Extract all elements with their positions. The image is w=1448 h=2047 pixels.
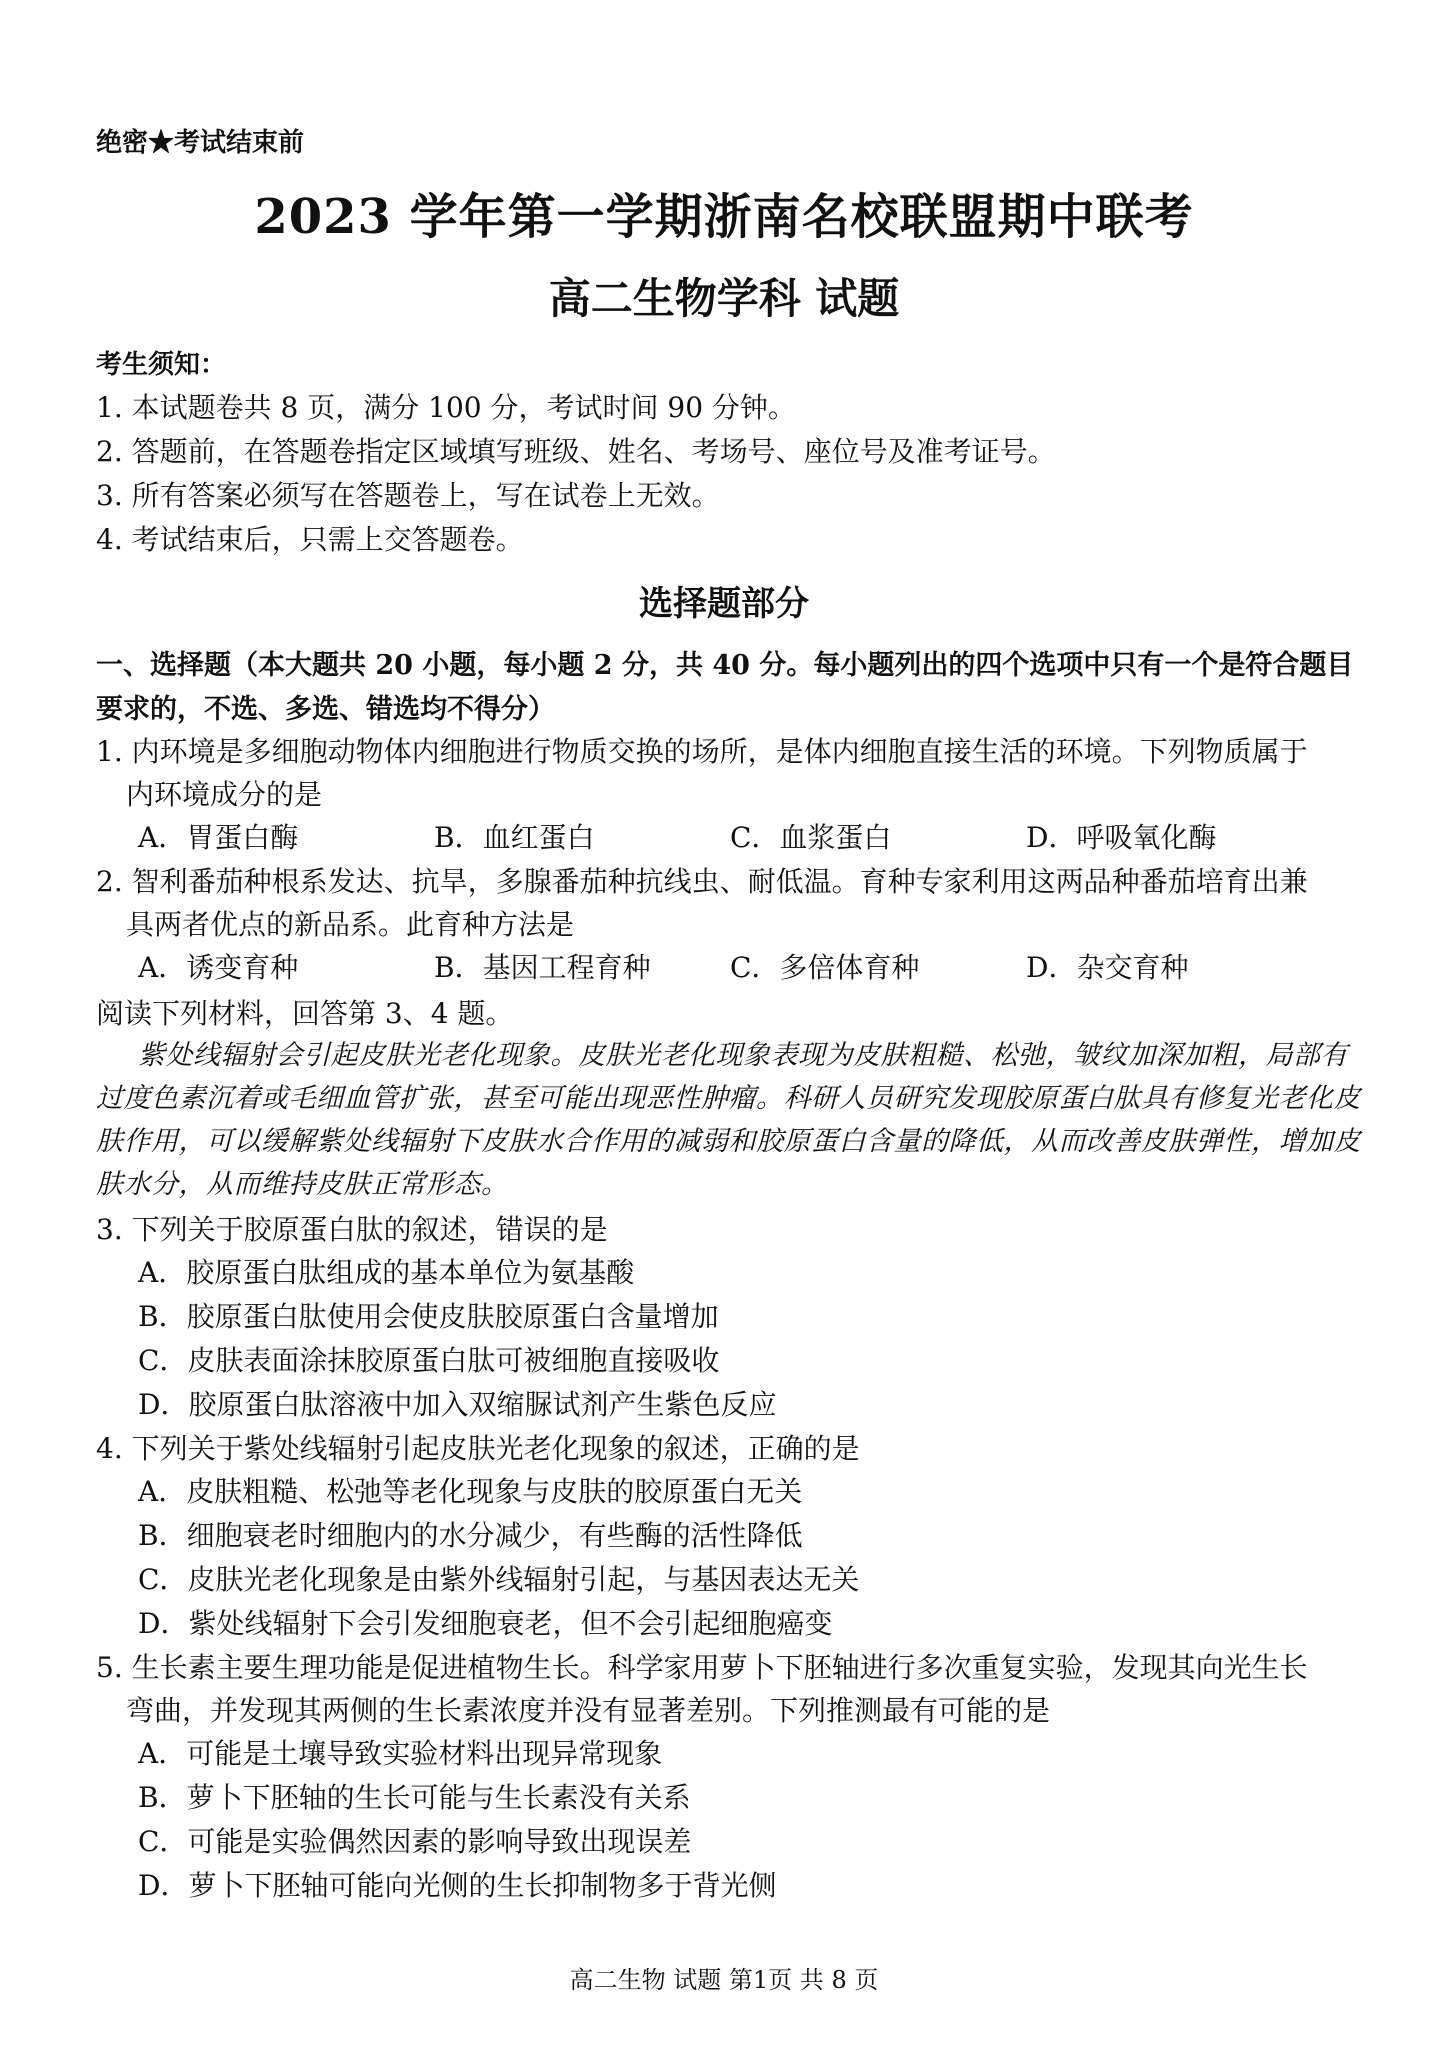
- question-2: [96, 860, 1366, 990]
- question-stem-line: 1. 内环境是多细胞动物体内细胞进行物质交换的场所，是体内细胞直接生活的环境。下列物质属于: [96, 735, 1308, 768]
- reading-passage: 紫处线辐射会引起皮肤光老化现象。皮肤光老化现象表现为皮肤粗糙、松弛，皱纹加深加粗，局部有过度色素沉着或毛细血管扩张，甚至可能出现恶性肿瘤。科研人员研究发现胶原蛋白肽具有修复光老化皮肤作用，可以缓解紫处线辐射下皮肤水合作用的减弱和胶原蛋白含量的降低，从而改善皮肤弹性，增加皮肤水分，从而维持皮肤正常形态。: [96, 1040, 1361, 1200]
- option-b: B．基因工程育种: [434, 951, 651, 984]
- option-b: B．胶原蛋白肽使用会使皮肤胶原蛋白含量增加: [138, 1300, 719, 1333]
- exam-subtitle: 高二生物学科 试题: [548, 274, 900, 323]
- options-list: [96, 1251, 1366, 1427]
- option-c: C．多倍体育种: [730, 951, 920, 984]
- option-d: D．胶原蛋白肽溶液中加入双缩脲试剂产生紫色反应: [138, 1388, 777, 1421]
- option-c: C．血浆蛋白: [730, 821, 892, 854]
- question-stem-line: 弯曲，并发现其两侧的生长素浓度并没有显著差别。下列推测最有可能的是: [126, 1694, 1051, 1727]
- options-row: [96, 946, 1366, 990]
- question-4: [96, 1427, 1366, 1646]
- question-stem: [96, 1646, 1366, 1732]
- notice-item: 2. 答题前，在答题卷指定区域填写班级、姓名、考场号、座位号及准考证号。: [96, 435, 1056, 468]
- exam-title: 2023 学年第一学期浙南名校联盟期中联考: [254, 189, 1194, 245]
- option-a: A．皮肤粗糙、松弛等老化现象与皮肤的胶原蛋白无关: [138, 1475, 803, 1508]
- question-stem: [96, 730, 1366, 816]
- page-footer: 高二生物 试题 第1页 共 8 页: [569, 1966, 879, 1994]
- options-list: [96, 1732, 1366, 1908]
- notice-item: 3. 所有答案必须写在答题卷上，写在试卷上无效。: [96, 479, 720, 512]
- question-stem-line: 内环境成分的是: [126, 778, 323, 811]
- option-a: A．诱变育种: [138, 951, 299, 984]
- notice-title: 考生须知：: [96, 350, 227, 380]
- section-instruction: 一、选择题（本大题共 20 小题，每小题 2 分，共 40 分。每小题列出的四个选项中只有一个是符合题目要求的，不选、多选、错选均不得分）: [96, 650, 1354, 725]
- question-1: [96, 730, 1366, 860]
- option-d: D．紫处线辐射下会引发细胞衰老，但不会引起细胞癌变: [138, 1607, 833, 1640]
- question-5: [96, 1646, 1366, 1908]
- question-stem: [96, 860, 1366, 946]
- option-c: C．皮肤表面涂抹胶原蛋白肽可被细胞直接吸收: [138, 1344, 720, 1377]
- options-row: [96, 816, 1366, 860]
- question-stem-line: 具两者优点的新品系。此育种方法是: [126, 908, 575, 941]
- option-a: A．胶原蛋白肽组成的基本单位为氨基酸: [138, 1256, 635, 1289]
- option-c: C．可能是实验偶然因素的影响导致出现误差: [138, 1825, 692, 1858]
- section-title: 选择题部分: [639, 584, 809, 624]
- question-3: [96, 1208, 1366, 1427]
- option-c: C．皮肤光老化现象是由紫外线辐射引起，与基因表达无关: [138, 1563, 860, 1596]
- option-b: B．血红蛋白: [434, 821, 595, 854]
- confidential-label: 绝密★考试结束前: [96, 128, 305, 158]
- option-b: B．萝卜下胚轴的生长可能与生长素没有关系: [138, 1781, 691, 1814]
- question-stem-line: 5. 生长素主要生理功能是促进植物生长。科学家用萝卜下胚轴进行多次重复实验，发现其向光生长: [96, 1651, 1308, 1684]
- option-d: D．萝卜下胚轴可能向光侧的生长抑制物多于背光侧: [138, 1869, 777, 1902]
- options-list: [96, 1470, 1366, 1646]
- reading-intro: 阅读下列材料，回答第 3、4 题。: [96, 997, 514, 1030]
- question-stem-line: 2. 智利番茄种根系发达、抗旱，多腺番茄种抗线虫、耐低温。育种专家利用这两品种番茄培育出兼: [96, 865, 1308, 898]
- option-a: A．胃蛋白酶: [138, 821, 299, 854]
- notice-item: 4. 考试结束后，只需上交答题卷。: [96, 523, 524, 556]
- question-stem: 3. 下列关于胶原蛋白肽的叙述，错误的是: [96, 1213, 608, 1246]
- option-a: A．可能是土壤导致实验材料出现异常现象: [138, 1737, 663, 1770]
- notice-item: 1. 本试题卷共 8 页，满分 100 分，考试时间 90 分钟。: [96, 391, 796, 424]
- option-d: D．杂交育种: [1026, 951, 1189, 984]
- notice-list: [96, 386, 1396, 562]
- option-d: D．呼吸氧化酶: [1026, 821, 1217, 854]
- option-b: B．细胞衰老时细胞内的水分减少，有些酶的活性降低: [138, 1519, 803, 1552]
- question-stem: 4. 下列关于紫处线辐射引起皮肤光老化现象的叙述，正确的是: [96, 1432, 860, 1465]
